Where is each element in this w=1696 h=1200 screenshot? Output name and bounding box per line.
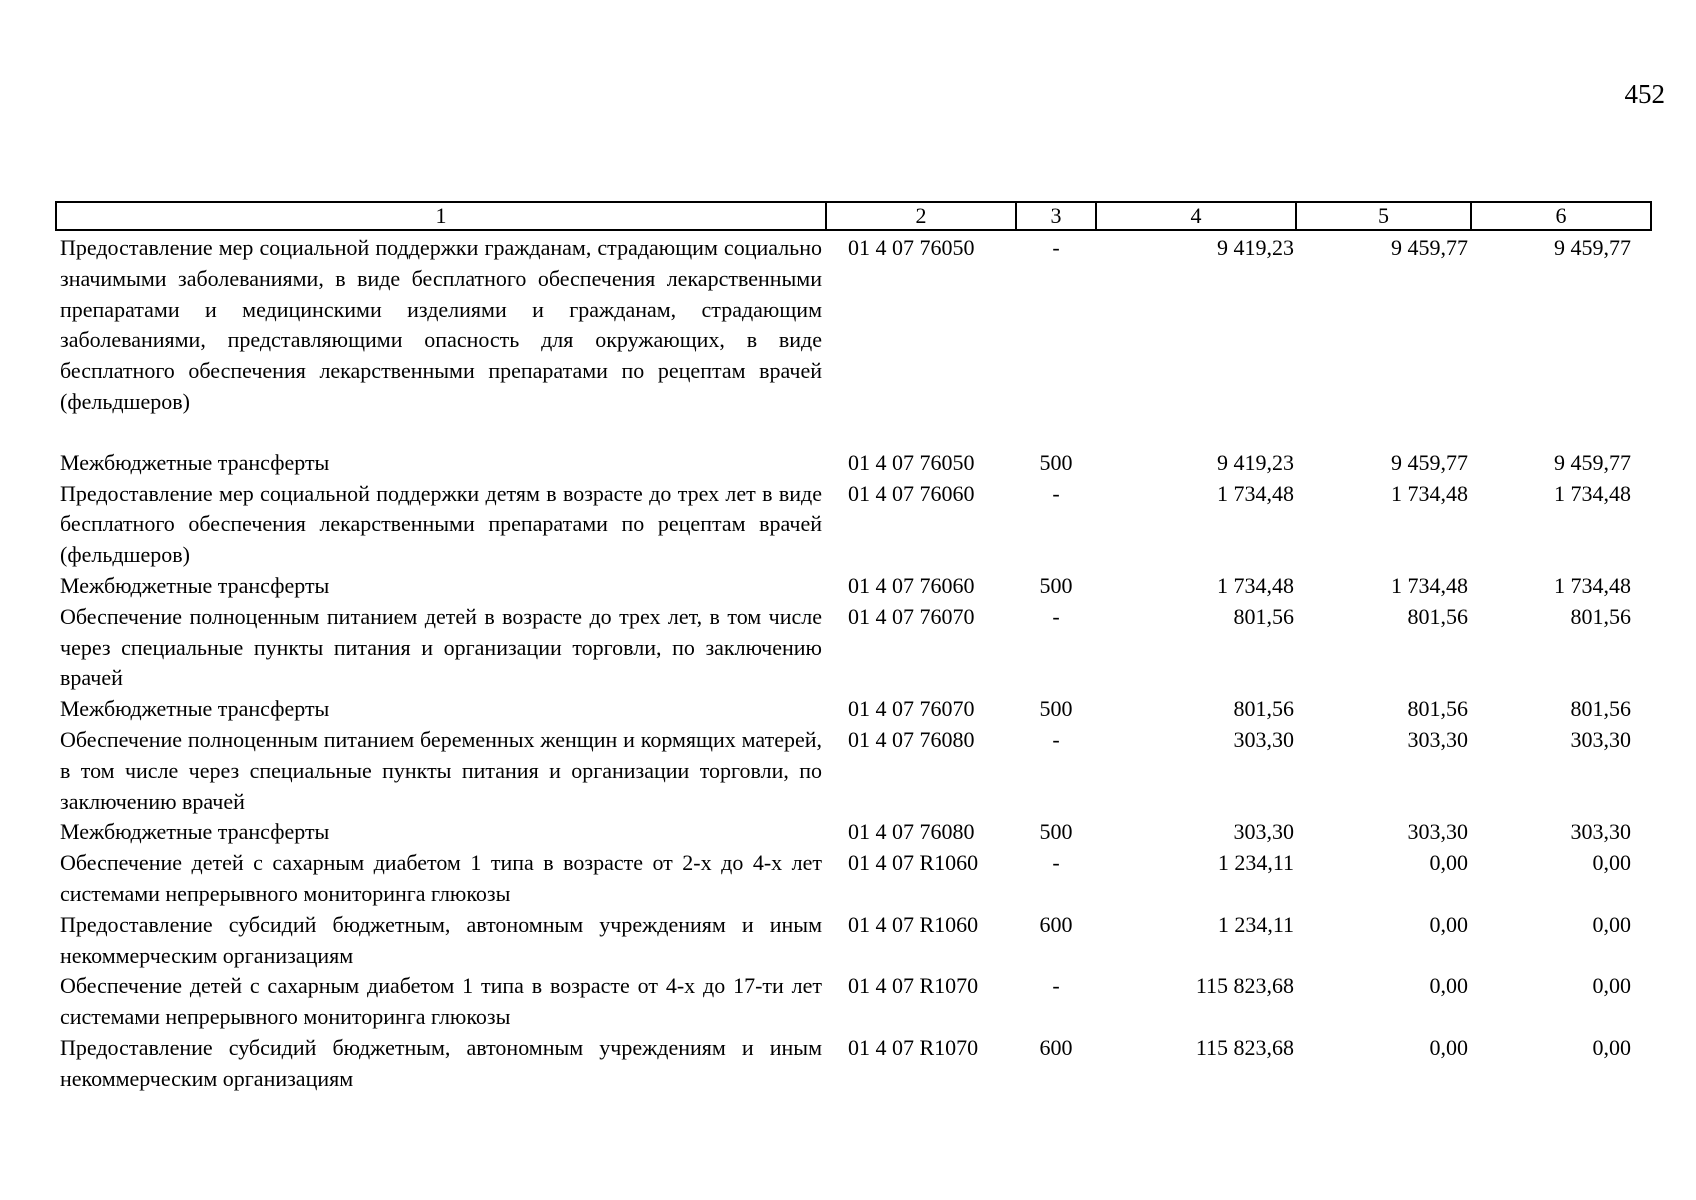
table-row (56, 848, 1651, 910)
expense-type-cell: - (1052, 480, 1060, 506)
amount-cell: 0,00 (1429, 1034, 1468, 1060)
expense-name-cell: Обеспечение детей с сахарным диабетом 1 типа в возрасте от 2-х до 4-х лет системами непрерывного мониторинга глюкозы (60, 850, 822, 906)
expense-name-cell: Межбюджетные трансферты (60, 572, 330, 598)
amount-cell: 1 734,48 (1391, 572, 1468, 598)
table-row (56, 910, 1651, 972)
expense-name-cell: Межбюджетные трансферты (60, 819, 330, 845)
table-row (56, 479, 1651, 571)
column-header: 2 (826, 202, 1016, 230)
column-header: 1 (56, 202, 826, 230)
column-header: 3 (1016, 202, 1096, 230)
target-article-code-cell: 01 4 07 R1070 (848, 1034, 979, 1060)
amount-cell: 1 234,11 (1217, 911, 1294, 937)
amount-cell: 9 419,23 (1217, 235, 1294, 260)
budget-table (55, 201, 1652, 1095)
amount-cell: 0,00 (1592, 850, 1631, 876)
page-number: 452 (1624, 79, 1665, 109)
column-number-header-row (56, 202, 1651, 230)
amount-cell: 1 734,48 (1217, 572, 1294, 598)
amount-cell: 0,00 (1429, 973, 1468, 999)
amount-cell: 0,00 (1429, 911, 1468, 937)
target-article-code-cell: 01 4 07 76060 (848, 572, 975, 598)
column-header: 6 (1471, 202, 1651, 230)
amount-cell: 1 734,48 (1391, 480, 1468, 506)
table-row (56, 418, 1651, 479)
expense-name-cell: Межбюджетные трансферты (60, 696, 330, 722)
amount-cell: 115 823,68 (1195, 1034, 1294, 1060)
target-article-code-cell: 01 4 07 76070 (848, 696, 975, 722)
expense-type-cell: 500 (1039, 696, 1073, 722)
target-article-code-cell: 01 4 07 76050 (848, 235, 975, 260)
column-header: 4 (1096, 202, 1296, 230)
amount-cell: 801,56 (1407, 696, 1468, 722)
target-article-code-cell: 01 4 07 76080 (848, 819, 975, 845)
amount-cell: 1 734,48 (1554, 480, 1631, 506)
amount-cell: 9 459,77 (1391, 449, 1468, 475)
target-article-code-cell: 01 4 07 R1070 (848, 973, 979, 999)
expense-name-cell: Предоставление субсидий бюджетным, автономным учреждениям и иным некоммерческим организациям (60, 1034, 822, 1091)
amount-cell: 303,30 (1233, 726, 1294, 752)
expense-name-cell: Межбюджетные трансферты (60, 449, 330, 475)
expense-name-cell: Обеспечение детей с сахарным диабетом 1 типа в возрасте от 4-х до 17-ти лет системами непрерывного мониторинга глюкозы (60, 973, 822, 1030)
expense-type-cell: 500 (1039, 449, 1073, 475)
amount-cell: 801,56 (1407, 603, 1468, 629)
table-row (56, 817, 1651, 848)
amount-cell: 303,30 (1570, 819, 1631, 845)
target-article-code-cell: 01 4 07 76060 (848, 480, 975, 506)
target-article-code-cell: 01 4 07 76070 (848, 603, 975, 629)
expense-name-cell: Обеспечение полноценным питанием беременных женщин и кормящих матерей, в том числе через специальные пункты питания и организации торговли, по заключению врачей (60, 726, 822, 814)
expense-name-cell: Предоставление мер социальной поддержки детям в возрасте до трех лет в виде бесплатного обеспечения лекарственными препаратами по рецептам врачей (фельдшеров) (60, 480, 822, 568)
table-row (56, 602, 1651, 694)
amount-cell: 303,30 (1407, 726, 1468, 752)
target-article-code-cell: 01 4 07 R1060 (848, 911, 979, 937)
amount-cell: 801,56 (1233, 603, 1294, 629)
amount-cell: 9 419,23 (1217, 449, 1294, 475)
expense-name-cell: Обеспечение полноценным питанием детей в возрасте до трех лет, в том числе через специальные пункты питания и организации торговли, по заключению врачей (60, 603, 822, 691)
table-row (56, 571, 1651, 602)
expense-type-cell: - (1052, 973, 1060, 999)
table-row (56, 1033, 1651, 1095)
expense-type-cell: - (1052, 726, 1060, 752)
expense-name-cell: Предоставление мер социальной поддержки гражданам, страдающим социально значимыми заболеваниями, в виде бесплатного обеспечения лекарственными препаратами и медицинскими изделиями и гражданам, страдающим заболеваниями, представляющими опасность для окружающих, в виде бесплатного обеспечения лекарственными препаратами по рецептам врачей (фельдшеров) (60, 235, 822, 414)
amount-cell: 0,00 (1592, 1034, 1631, 1060)
column-header: 5 (1296, 202, 1471, 230)
table-row (56, 230, 1651, 418)
target-article-code-cell: 01 4 07 R1060 (848, 850, 979, 876)
table-row (56, 971, 1651, 1033)
expense-type-cell: - (1052, 603, 1060, 629)
amount-cell: 801,56 (1570, 603, 1631, 629)
amount-cell: 801,56 (1233, 696, 1294, 722)
table-row (56, 694, 1651, 725)
amount-cell: 9 459,77 (1554, 235, 1631, 260)
amount-cell: 9 459,77 (1391, 235, 1468, 260)
expense-type-cell: 600 (1039, 1034, 1073, 1060)
target-article-code-cell: 01 4 07 76050 (848, 449, 975, 475)
expense-type-cell: 600 (1039, 911, 1073, 937)
amount-cell: 303,30 (1570, 726, 1631, 752)
amount-cell: 115 823,68 (1195, 973, 1294, 999)
expense-type-cell: - (1052, 235, 1060, 260)
amount-cell: 0,00 (1592, 911, 1631, 937)
amount-cell: 801,56 (1570, 696, 1631, 722)
expense-type-cell: - (1052, 850, 1060, 876)
amount-cell: 9 459,77 (1554, 449, 1631, 475)
amount-cell: 0,00 (1429, 850, 1468, 876)
expense-name-cell: Предоставление субсидий бюджетным, автономным учреждениям и иным некоммерческим организациям (60, 911, 822, 968)
amount-cell: 1 734,48 (1217, 480, 1294, 506)
table-row (56, 725, 1651, 817)
target-article-code-cell: 01 4 07 76080 (848, 726, 975, 752)
amount-cell: 1 234,11 (1217, 850, 1294, 876)
amount-cell: 0,00 (1592, 973, 1631, 999)
expense-type-cell: 500 (1039, 819, 1073, 845)
amount-cell: 303,30 (1233, 819, 1294, 845)
amount-cell: 303,30 (1407, 819, 1468, 845)
expense-type-cell: 500 (1039, 572, 1073, 598)
amount-cell: 1 734,48 (1554, 572, 1631, 598)
